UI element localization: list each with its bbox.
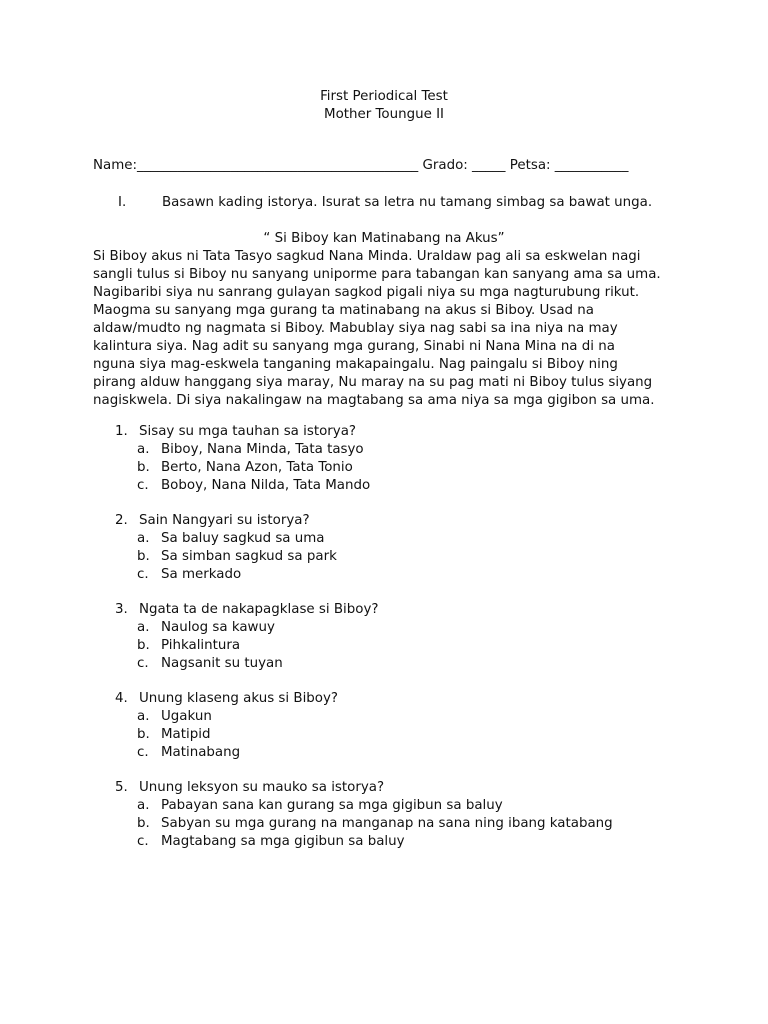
question-number: 3.: [115, 602, 128, 617]
option-4b: b. Matipid: [137, 727, 211, 742]
option-5b: b. Sabyan su mga gurang na manganap na sana ning ibang katabang: [137, 816, 613, 831]
option-4a: a. Ugakun: [137, 709, 212, 724]
option-5a: a. Pabayan sana kan gurang sa mga gigibun sa baluy: [137, 798, 503, 813]
option-3a: a. Naulog sa kawuy: [137, 620, 275, 635]
question-number: 1.: [115, 424, 128, 439]
name-grade-date-line: Name:__________________________________________ Grado: _____ Petsa: ___________: [93, 158, 629, 173]
question-4: [115, 690, 675, 762]
question-number: 5.: [115, 780, 128, 795]
option-2c: c. Sa merkado: [137, 567, 242, 582]
option-3b: b. Pihkalintura: [137, 638, 241, 653]
option-4c: c. Matinabang: [137, 745, 241, 760]
story-title: “ Si Biboy kan Matinabang na Akus”: [263, 231, 505, 246]
option-1a: a. Biboy, Nana Minda, Tata tasyo: [137, 442, 364, 457]
option-3c: c. Nagsanit su tuyan: [137, 656, 283, 671]
instruction: [118, 195, 652, 210]
test-subject: Mother Toungue II: [324, 107, 444, 122]
question-3: [115, 601, 675, 673]
question-text: Ngata ta de nakapagklase si Biboy?: [139, 602, 379, 617]
option-1c: c. Boboy, Nana Nilda, Tata Mando: [137, 478, 371, 493]
question-1: [115, 423, 675, 495]
option-2b: b. Sa simban sagkud sa park: [137, 549, 337, 564]
question-number: 4.: [115, 691, 128, 706]
question-text: Sain Nangyari su istorya?: [139, 513, 310, 528]
test-title: First Periodical Test: [320, 89, 448, 104]
question-number: 2.: [115, 513, 128, 528]
question-text: Unung klaseng akus si Biboy?: [139, 691, 339, 706]
question-2: [115, 512, 675, 584]
question-5: [115, 779, 675, 851]
questions-list: [115, 423, 675, 868]
option-1b: b. Berto, Nana Azon, Tata Tonio: [137, 460, 353, 475]
instruction-text: Basawn kading istorya. Isurat sa letra nu tamang simbag sa bawat unga.: [162, 195, 653, 210]
option-5c: c. Magtabang sa mga gigibun sa baluy: [137, 834, 405, 849]
instruction-number: I.: [118, 195, 127, 210]
option-2a: a. Sa baluy sagkud sa uma: [137, 531, 325, 546]
test-header: [0, 88, 768, 124]
story-body: Si Biboy akus ni Tata Tasyo sagkud Nana Minda. Uraldaw pag ali sa eskwelan nagi sangli tulus si Biboy nu sanyang uniporme para tabangan kan sanyang ama sa uma. Nagibaribi siya nu sanrang gulayan sagkod pigali niya su mga nagturubung rikut. Maogma su sanyang mga gurang ta matinabang na akus si Biboy. Usad na aldaw/mudto ng nagmata si Biboy. Mabublay siya nag sabi sa ina niya na may kalintura siya. Nag adit su sanyang mga gurang, Sinabi ni Nana Mina na di na nguna siya mag-eskwela tanganing makapaingalu. Nag paingalu si Biboy ning pirang alduw hanggang siya maray, Nu maray na su pag mati ni Biboy tulus siyang nagiskwela. Di siya nakalingaw na magtabang sa ama niya sa mga gigibon sa uma.: [93, 249, 661, 408]
question-text: Unung leksyon su mauko sa istorya?: [139, 780, 385, 795]
question-text: Sisay su mga tauhan sa istorya?: [139, 424, 357, 439]
